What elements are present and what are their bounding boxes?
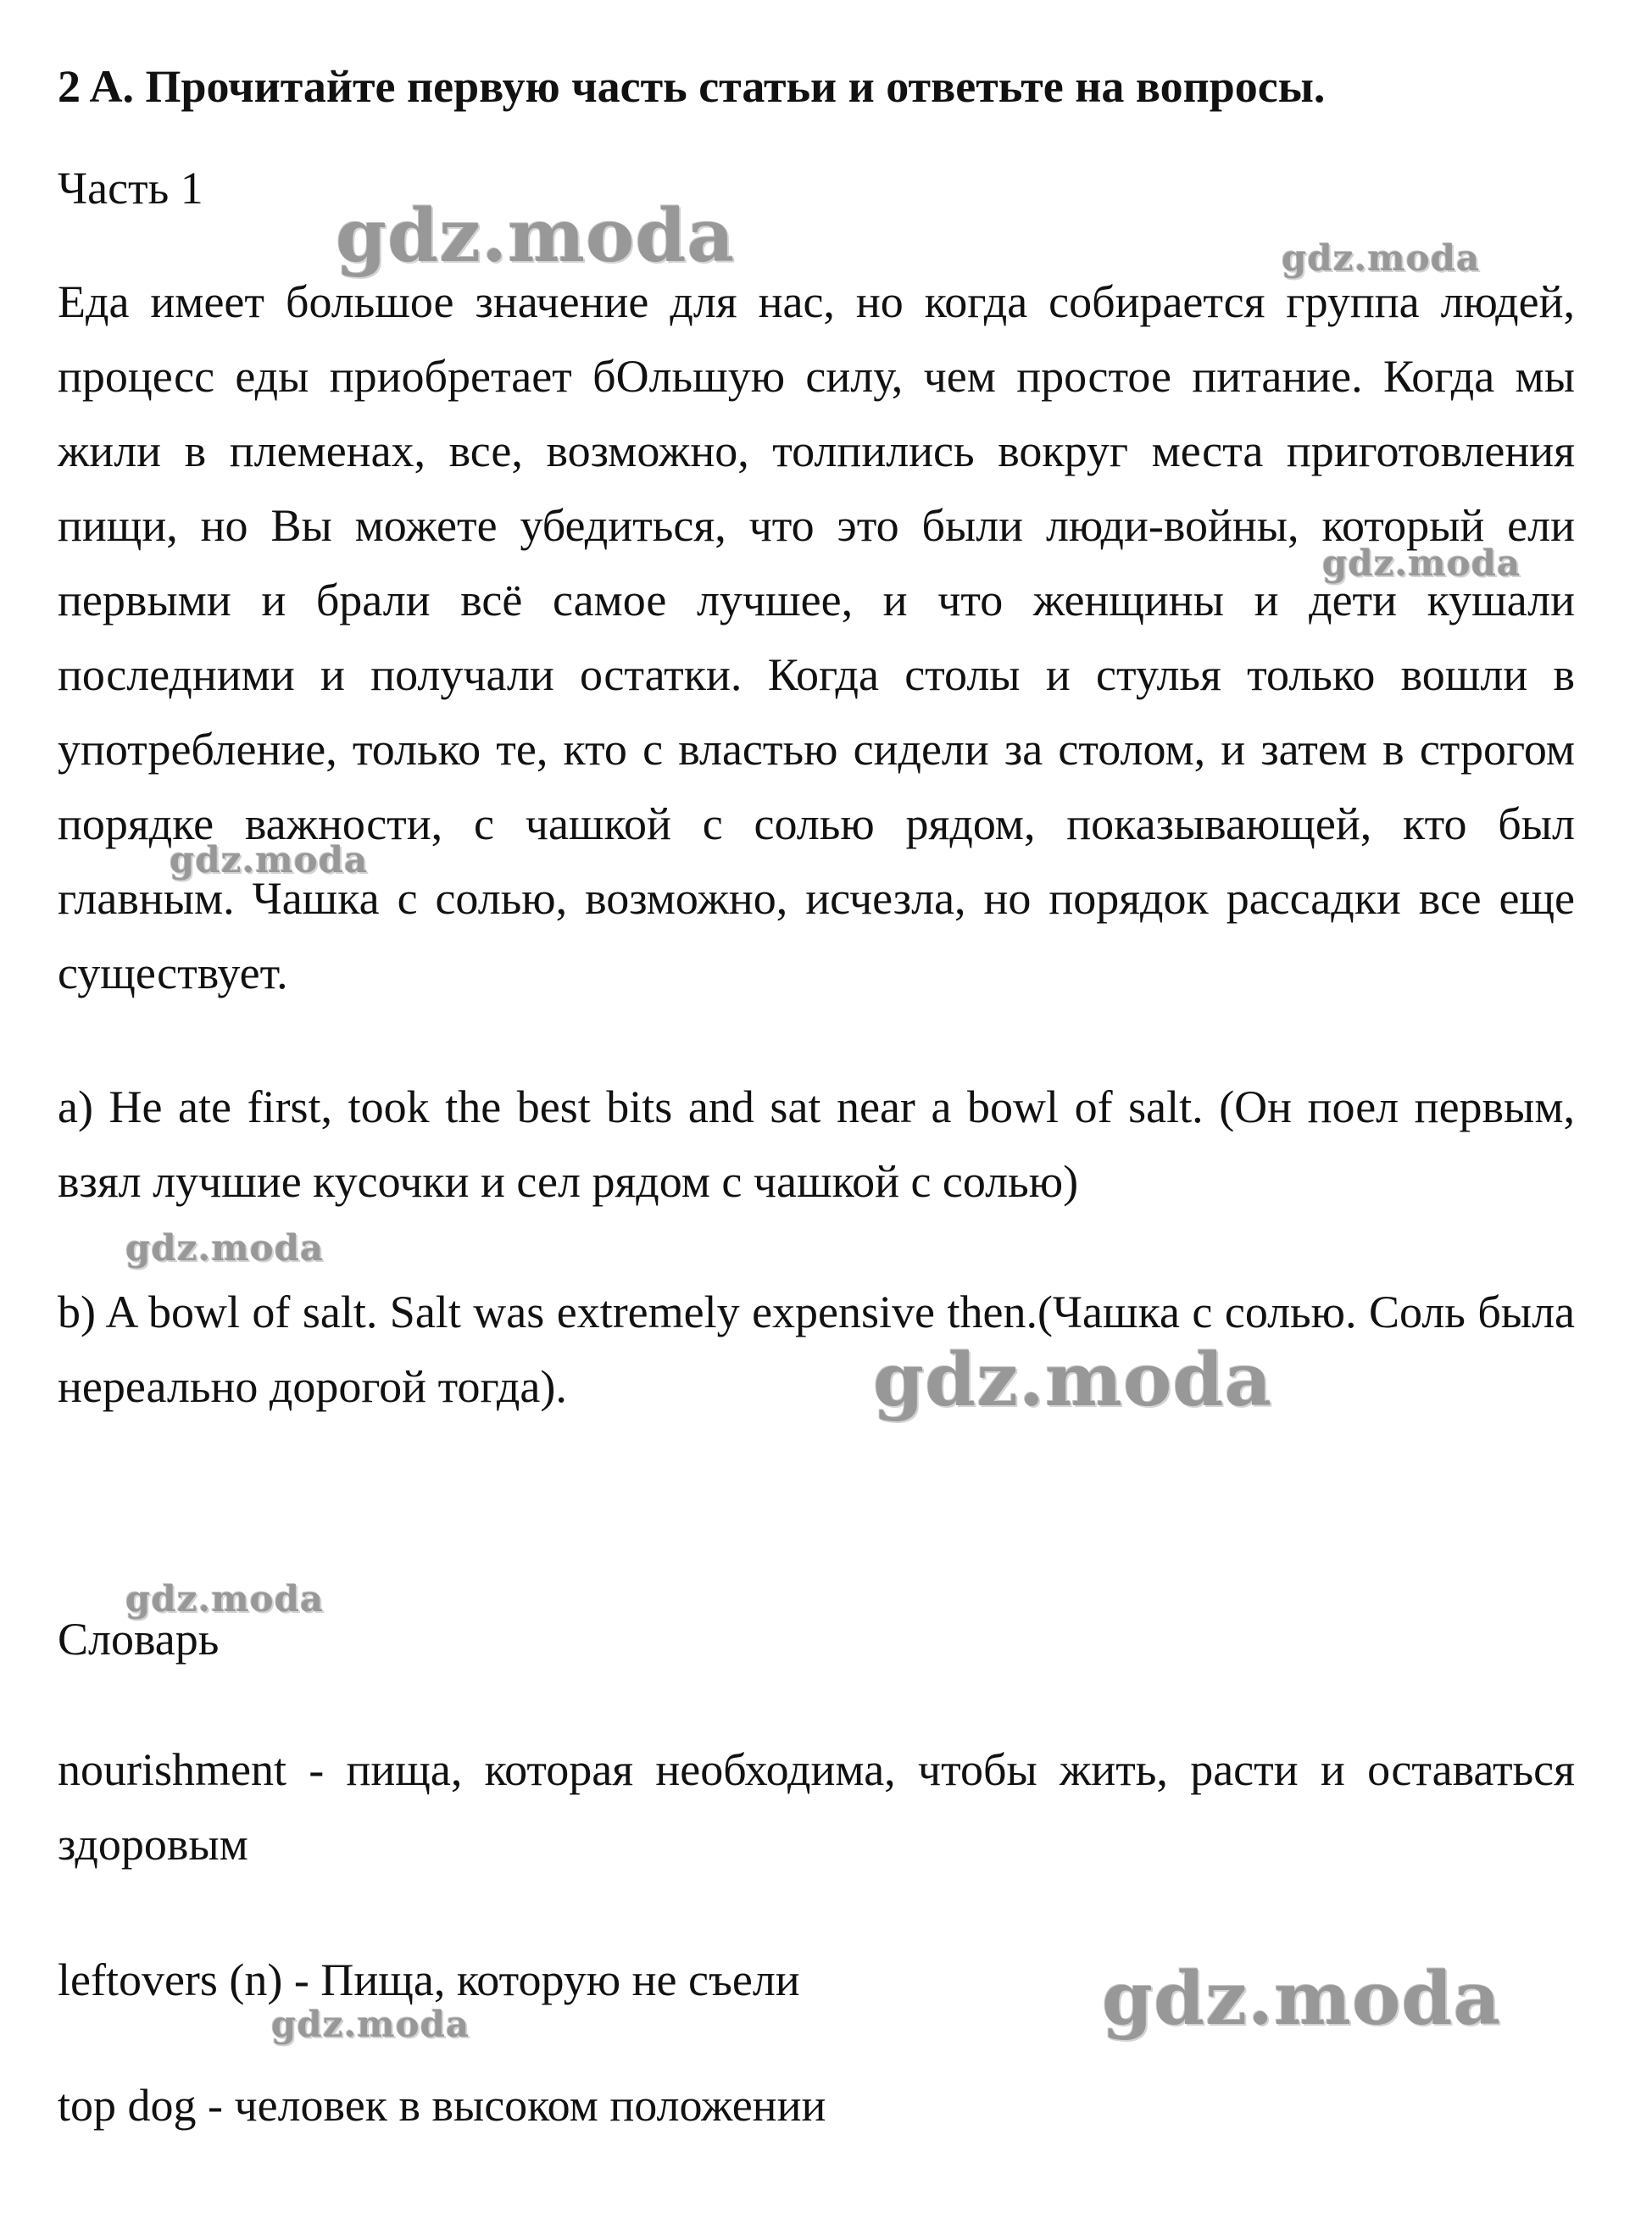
page-heading: 2 A. Прочитайте первую часть статьи и ответьте на вопросы. [58, 61, 1326, 112]
watermark: gdz.moda [873, 1337, 1273, 1423]
vocabulary-item-top-dog: top dog - человек в высоком положении [58, 2080, 826, 2131]
watermark: gdz.moda [125, 1578, 325, 1620]
answer-a: a) He ate first, took the best bits and sat near a bowl of salt. (Он поел первым, взял лучшие кусочки и сел рядом с чашкой с солью) [58, 1081, 1575, 1207]
article-paragraph: Еда имеет большое значение для нас, но когда собирается группа людей, процесс еды приобретает бОльшую силу, чем простое питание. Когда мы жили в племенах, все, возможно, толпились вокруг места приготовления пищи, но Вы можете убедиться, что это были люди-войны, который ели первыми и брали всё самое лучшее, и что женщины и дети кушали последними и получали остатки. Когда столы и стулья только вошли в употребление, только те, кто с властью сидели за столом, и затем в строгом порядке важности, с чашкой с солью рядом, показывающей, кто был главным. Чашка с солью, возможно, исчезла, но порядок рассадки все еще существует. [58, 276, 1575, 998]
part-label: Часть 1 [58, 163, 203, 214]
watermark: gdz.moda [125, 1227, 325, 1269]
answer-b: b) A bowl of salt. Salt was extremely expensive then.(Чашка с солью. Соль была нереально дорогой тогда). [58, 1287, 1575, 1412]
watermark: gdz.moda [170, 839, 369, 881]
vocabulary-item-nourishment: nourishment - пища, которая необходима, чтобы жить, расти и оставаться здоровым [58, 1744, 1575, 1870]
vocabulary-item-leftovers: leftovers (n) - Пища, которую не съели [58, 1954, 800, 2005]
watermark: gdz.moda [336, 193, 736, 279]
watermark: gdz.moda [1322, 542, 1521, 584]
watermark: gdz.moda [271, 2004, 470, 2045]
watermark: gdz.moda [1102, 1956, 1502, 2042]
vocabulary-title: Словарь [58, 1614, 220, 1665]
watermark: gdz.moda [1282, 237, 1481, 279]
